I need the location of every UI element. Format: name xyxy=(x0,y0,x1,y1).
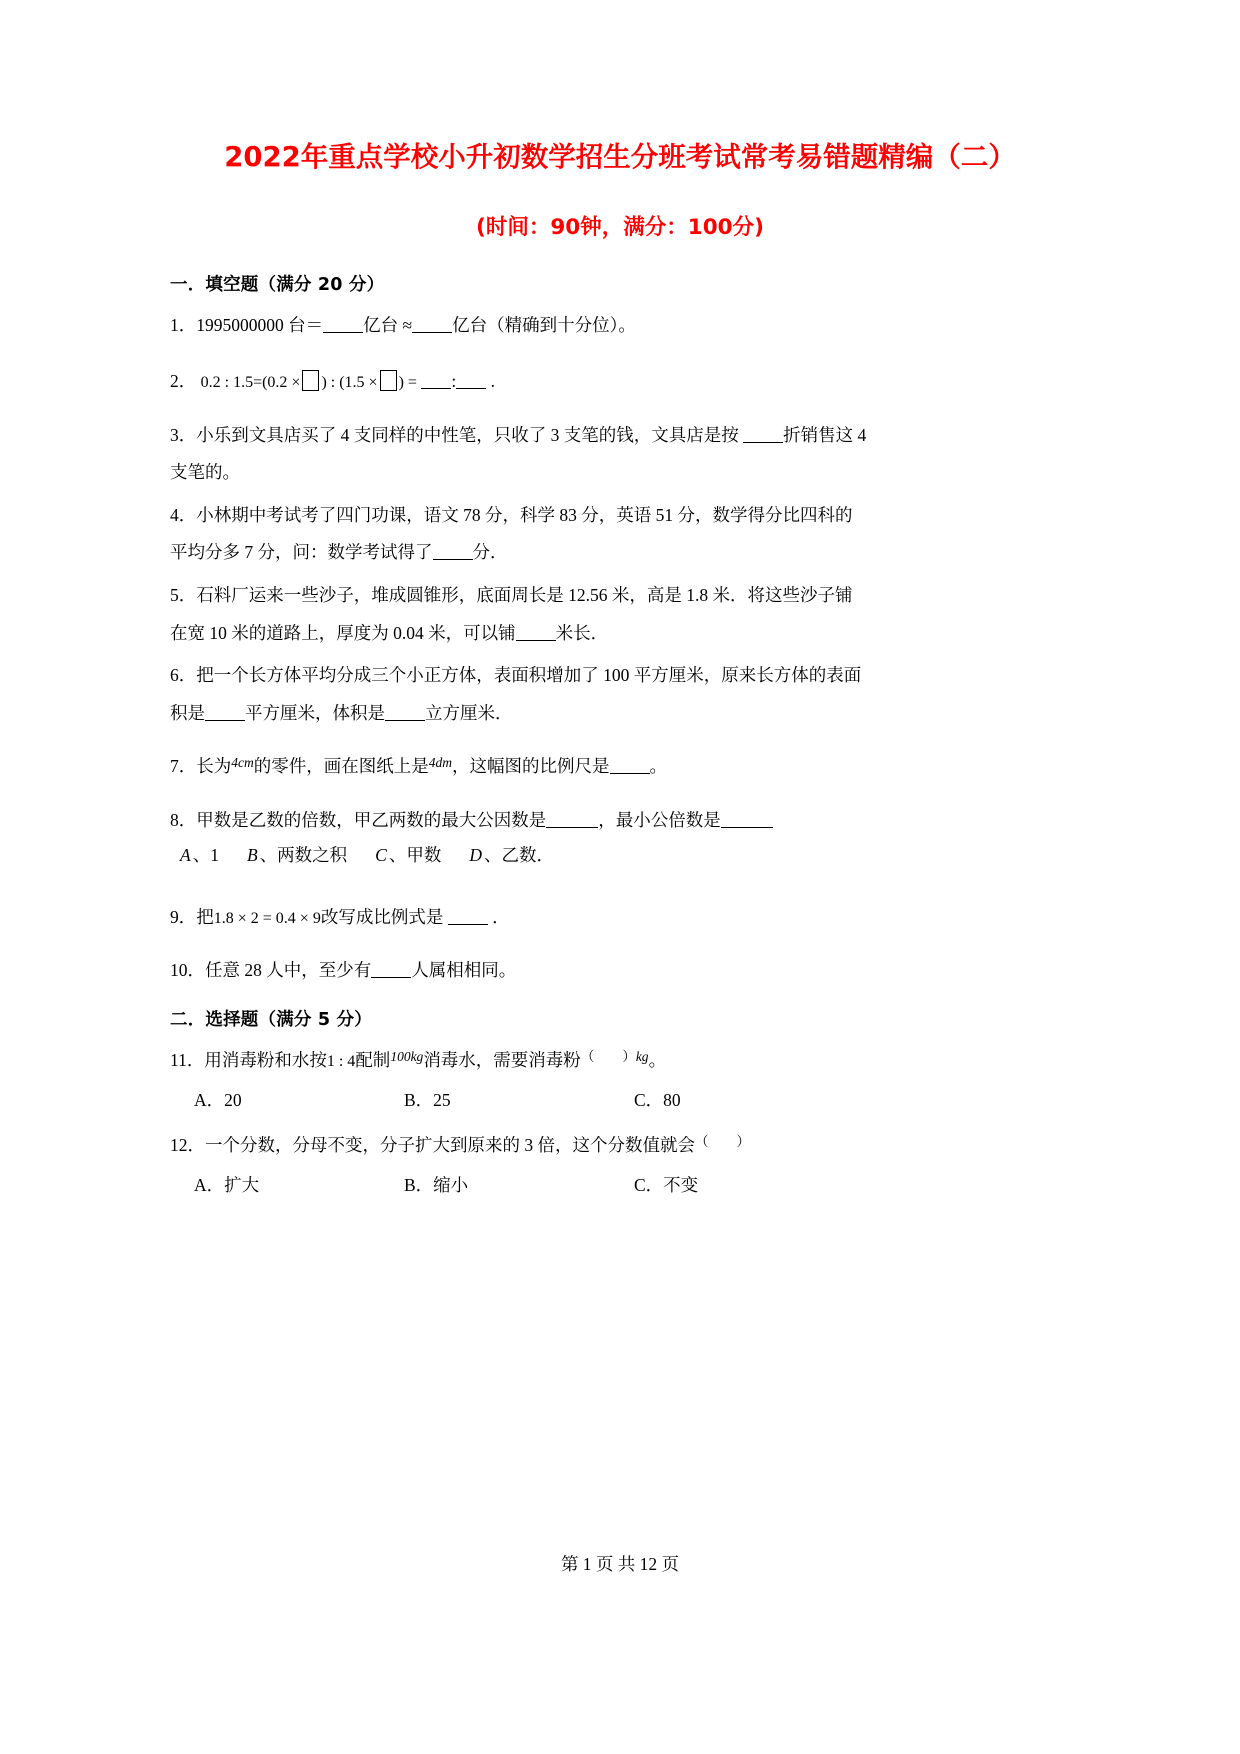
question-2-number: 2． xyxy=(170,370,197,391)
question-9-text-c: ． xyxy=(492,906,510,927)
question-3-text-a: 小乐到文具店买了 4 支同样的中性笔，只收了 3 支笔的钱，文具店是按 xyxy=(196,424,739,445)
answer-blank[interactable] xyxy=(743,424,783,443)
question-3-text-b: 折销售这 4 xyxy=(783,424,867,445)
question-6-text-d: 立方厘米． xyxy=(425,702,513,723)
question-7-math-2: 4dm xyxy=(428,755,452,771)
section-heading-multiple-choice: 二．选择题（满分 5 分） xyxy=(170,1009,372,1030)
question-4-text-c: 分． xyxy=(472,542,508,563)
question-9 xyxy=(170,901,1070,935)
option-label-c: C xyxy=(375,844,387,865)
section-heading-fill-in-blank: 一．填空题（满分 20 分） xyxy=(170,275,385,296)
answer-blank[interactable] xyxy=(421,370,451,389)
question-1 xyxy=(170,309,1070,343)
question-7-number: 7． xyxy=(170,756,197,777)
option-text-b[interactable]: 、两数之积 xyxy=(259,844,348,865)
question-11-paren-open: （ xyxy=(580,1048,595,1064)
option-label-b: B xyxy=(246,844,258,865)
question-3 xyxy=(170,419,1070,453)
option-text-d[interactable]: 、乙数． xyxy=(483,844,554,865)
question-5-text-a: 石料厂运来一些沙子，堆成圆锥形，底面周长是 12.56 米，高是 1.8 米．将这些沙子铺 xyxy=(196,585,853,606)
question-9-text-b: 改写成比例式是 xyxy=(320,906,444,927)
question-11-paren-close[interactable]: ） xyxy=(622,1048,636,1064)
question-12 xyxy=(170,1129,1070,1163)
input-box[interactable] xyxy=(302,370,319,391)
question-1-text-a: 1995000000 台＝ xyxy=(196,315,324,336)
question-11-number: 11． xyxy=(170,1049,205,1070)
q2-lhs: 0.2 : 1.5 xyxy=(200,373,254,391)
question-11-text-a: 用消毒粉和水按 xyxy=(204,1049,327,1070)
option-label-d: D xyxy=(469,844,482,865)
question-11-text-d: 。 xyxy=(648,1049,667,1070)
question-4 xyxy=(170,499,1070,533)
question-1-text-c: 亿台（精确到十分位）。 xyxy=(452,315,636,336)
question-9-math: 1.8 × 2 = 0.4 × 9 xyxy=(213,909,321,927)
q2-dot: . xyxy=(490,370,495,391)
question-7 xyxy=(170,750,1070,784)
question-6-text-c: 平方厘米，体积是 xyxy=(245,702,385,723)
option-a[interactable]: A．20 xyxy=(194,1089,242,1110)
question-10-number: 10． xyxy=(170,960,205,981)
question-6-cont xyxy=(170,697,1070,731)
question-6-text-b: 积是 xyxy=(170,702,205,723)
answer-blank[interactable] xyxy=(433,542,473,561)
question-5 xyxy=(170,579,1070,613)
question-9-text-a: 把 xyxy=(196,906,214,927)
page-title: 2022年重点学校小升初数学招生分班考试常考易错题精编（二） xyxy=(224,141,1016,173)
question-4-text-a: 小林期中考试考了四门功课，语文 78 分，科学 83 分，英语 51 分，数学得分比四科的 xyxy=(196,504,853,525)
question-5-text-b: 在宽 10 米的道路上，厚度为 0.04 米，可以铺 xyxy=(170,622,516,643)
question-3-cont xyxy=(170,456,1070,490)
question-8-options xyxy=(170,842,1070,867)
option-b[interactable]: B．缩小 xyxy=(404,1174,469,1195)
question-7-math-1: 4cm xyxy=(231,755,254,771)
question-2-expression xyxy=(201,371,495,391)
question-4-number: 4． xyxy=(170,504,197,525)
exam-subtitle: (时间：90钟，满分：100分) xyxy=(476,215,764,241)
answer-blank[interactable] xyxy=(385,702,425,721)
question-7-text-d: 。 xyxy=(649,756,667,777)
question-1-number: 1． xyxy=(170,315,197,336)
option-c[interactable]: C．不变 xyxy=(634,1174,699,1195)
answer-blank[interactable] xyxy=(205,702,245,721)
answer-blank[interactable] xyxy=(448,906,488,925)
answer-blank[interactable] xyxy=(546,810,598,829)
question-3-text-c: 支笔的。 xyxy=(170,462,240,483)
question-10-text-a: 任意 28 人中，至少有 xyxy=(205,960,372,981)
question-11 xyxy=(170,1044,1070,1078)
question-9-number: 9． xyxy=(170,906,197,927)
answer-blank[interactable] xyxy=(721,810,773,829)
answer-blank[interactable] xyxy=(516,622,556,641)
answer-blank[interactable] xyxy=(323,315,363,334)
page-footer: 第 1 页 共 12 页 xyxy=(560,1554,680,1574)
question-11-math-1: 1 : 4 xyxy=(326,1052,356,1070)
question-7-text-a: 长为 xyxy=(196,756,232,777)
question-12-text-a: 一个分数，分母不变，分子扩大到原来的 3 倍，这个分数值就会 xyxy=(205,1134,695,1155)
question-1-text-b: 亿台 ≈ xyxy=(363,315,413,336)
question-7-text-b: 的零件，画在图纸上是 xyxy=(253,756,429,777)
question-12-paren-open: （ xyxy=(695,1133,709,1149)
option-label-a: A xyxy=(180,844,191,865)
question-12-options xyxy=(170,1169,1070,1202)
question-8-text-b: ，最小公倍数是 xyxy=(598,810,721,831)
question-6 xyxy=(170,659,1070,693)
input-box[interactable] xyxy=(380,370,397,391)
question-2 xyxy=(170,365,1070,399)
answer-blank[interactable] xyxy=(371,960,411,979)
q2-mid: ) : (1.5 × xyxy=(321,373,378,391)
option-text-c[interactable]: 、甲数 xyxy=(388,844,442,865)
question-11-text-c: 消毒水，需要消毒粉 xyxy=(423,1049,581,1070)
question-12-paren-close[interactable]: ） xyxy=(736,1133,750,1149)
question-6-text-a: 把一个长方体平均分成三个小正方体，表面积增加了 100 平方厘米，原来长方体的表面 xyxy=(196,665,862,686)
option-b[interactable]: B．25 xyxy=(404,1089,451,1110)
q2-colon: : xyxy=(451,370,457,391)
question-10-text-b: 人属相相同。 xyxy=(411,960,517,981)
question-4-text-b: 平均分多 7 分，问：数学考试得了 xyxy=(170,542,433,563)
q2-eq2: ) = xyxy=(398,373,417,391)
question-12-number: 12． xyxy=(170,1134,205,1155)
question-11-math-2: 100kg xyxy=(390,1048,424,1064)
question-6-number: 6． xyxy=(170,665,197,686)
question-5-number: 5． xyxy=(170,585,197,606)
question-5-text-c: 米长． xyxy=(555,622,609,643)
question-4-cont xyxy=(170,536,1070,570)
answer-blank[interactable] xyxy=(412,315,452,334)
question-8 xyxy=(170,804,1070,838)
q2-eq1: =(0.2 × xyxy=(253,373,301,391)
question-11-math-3: kg xyxy=(635,1048,649,1064)
answer-blank[interactable] xyxy=(456,370,486,389)
option-c[interactable]: C．80 xyxy=(634,1089,681,1110)
question-8-number: 8． xyxy=(170,810,197,831)
option-a[interactable]: A．扩大 xyxy=(194,1174,260,1195)
answer-blank[interactable] xyxy=(610,756,650,775)
question-11-options xyxy=(170,1084,1070,1117)
question-11-text-b: 配制 xyxy=(355,1049,391,1070)
question-10 xyxy=(170,954,1070,988)
question-8-text-a: 甲数是乙数的倍数，甲乙两数的最大公因数是 xyxy=(196,810,547,831)
question-5-cont xyxy=(170,617,1070,651)
option-text-a[interactable]: 、1 xyxy=(192,844,219,865)
question-7-text-c: ，这幅图的比例尺是 xyxy=(452,756,610,777)
question-3-number: 3． xyxy=(170,424,197,445)
